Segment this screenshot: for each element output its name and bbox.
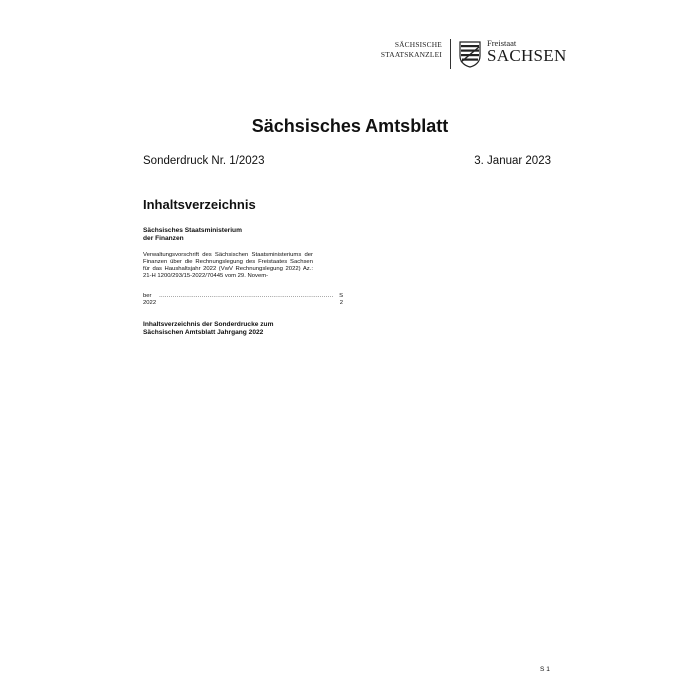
toc-section-ministry	[143, 227, 343, 243]
ministry-line-1: Sächsisches Staatsministerium	[143, 227, 242, 234]
toc-heading: Inhaltsverzeichnis	[143, 197, 256, 212]
sonder-line-1: Inhaltsverzeichnis der Sonderdrucke zum	[143, 321, 274, 328]
freistaat-label: Freistaat	[487, 38, 517, 48]
toc-entry-last: ber 2022	[143, 293, 157, 307]
issue-date: 3. Januar 2023	[474, 155, 551, 167]
ministry-line-2: der Finanzen	[143, 235, 184, 242]
kanzlei-line-2: STAATSKANZLEI	[380, 50, 442, 59]
toc-entry-text: Verwaltungsvorschrift des Sächsischen Staatsministeriums der Finanzen über die Rechnungslegung des Freistaates Sachsen für das Haushaltsjahr 2022 (VwV Rechnungslegung 2022) Az.: 21-H 1200/293/15-2022/70445 vom 29. Novem-	[143, 252, 313, 280]
page-number: S 1	[540, 666, 550, 673]
toc-entry-last-line[interactable]	[143, 293, 343, 307]
toc-section-sonderdrucke[interactable]	[143, 321, 363, 337]
sonder-line-2: Sächsischen Amtsblatt Jahrgang 2022	[143, 329, 264, 336]
logo-divider	[450, 39, 451, 69]
saxony-coat-of-arms-icon	[459, 41, 481, 68]
toc-entry-page: S 2	[339, 293, 343, 307]
page-title: Sächsisches Amtsblatt	[251, 116, 449, 136]
sachsen-label: SACHSEN	[487, 46, 567, 65]
staatskanzlei-wordmark	[381, 40, 442, 60]
toc-entry-leader: ..........................................................................................	[159, 293, 334, 299]
issue-number: Sonderdruck Nr. 1/2023	[143, 155, 265, 167]
kanzlei-line-1: SÄCHSISCHE	[394, 40, 442, 49]
